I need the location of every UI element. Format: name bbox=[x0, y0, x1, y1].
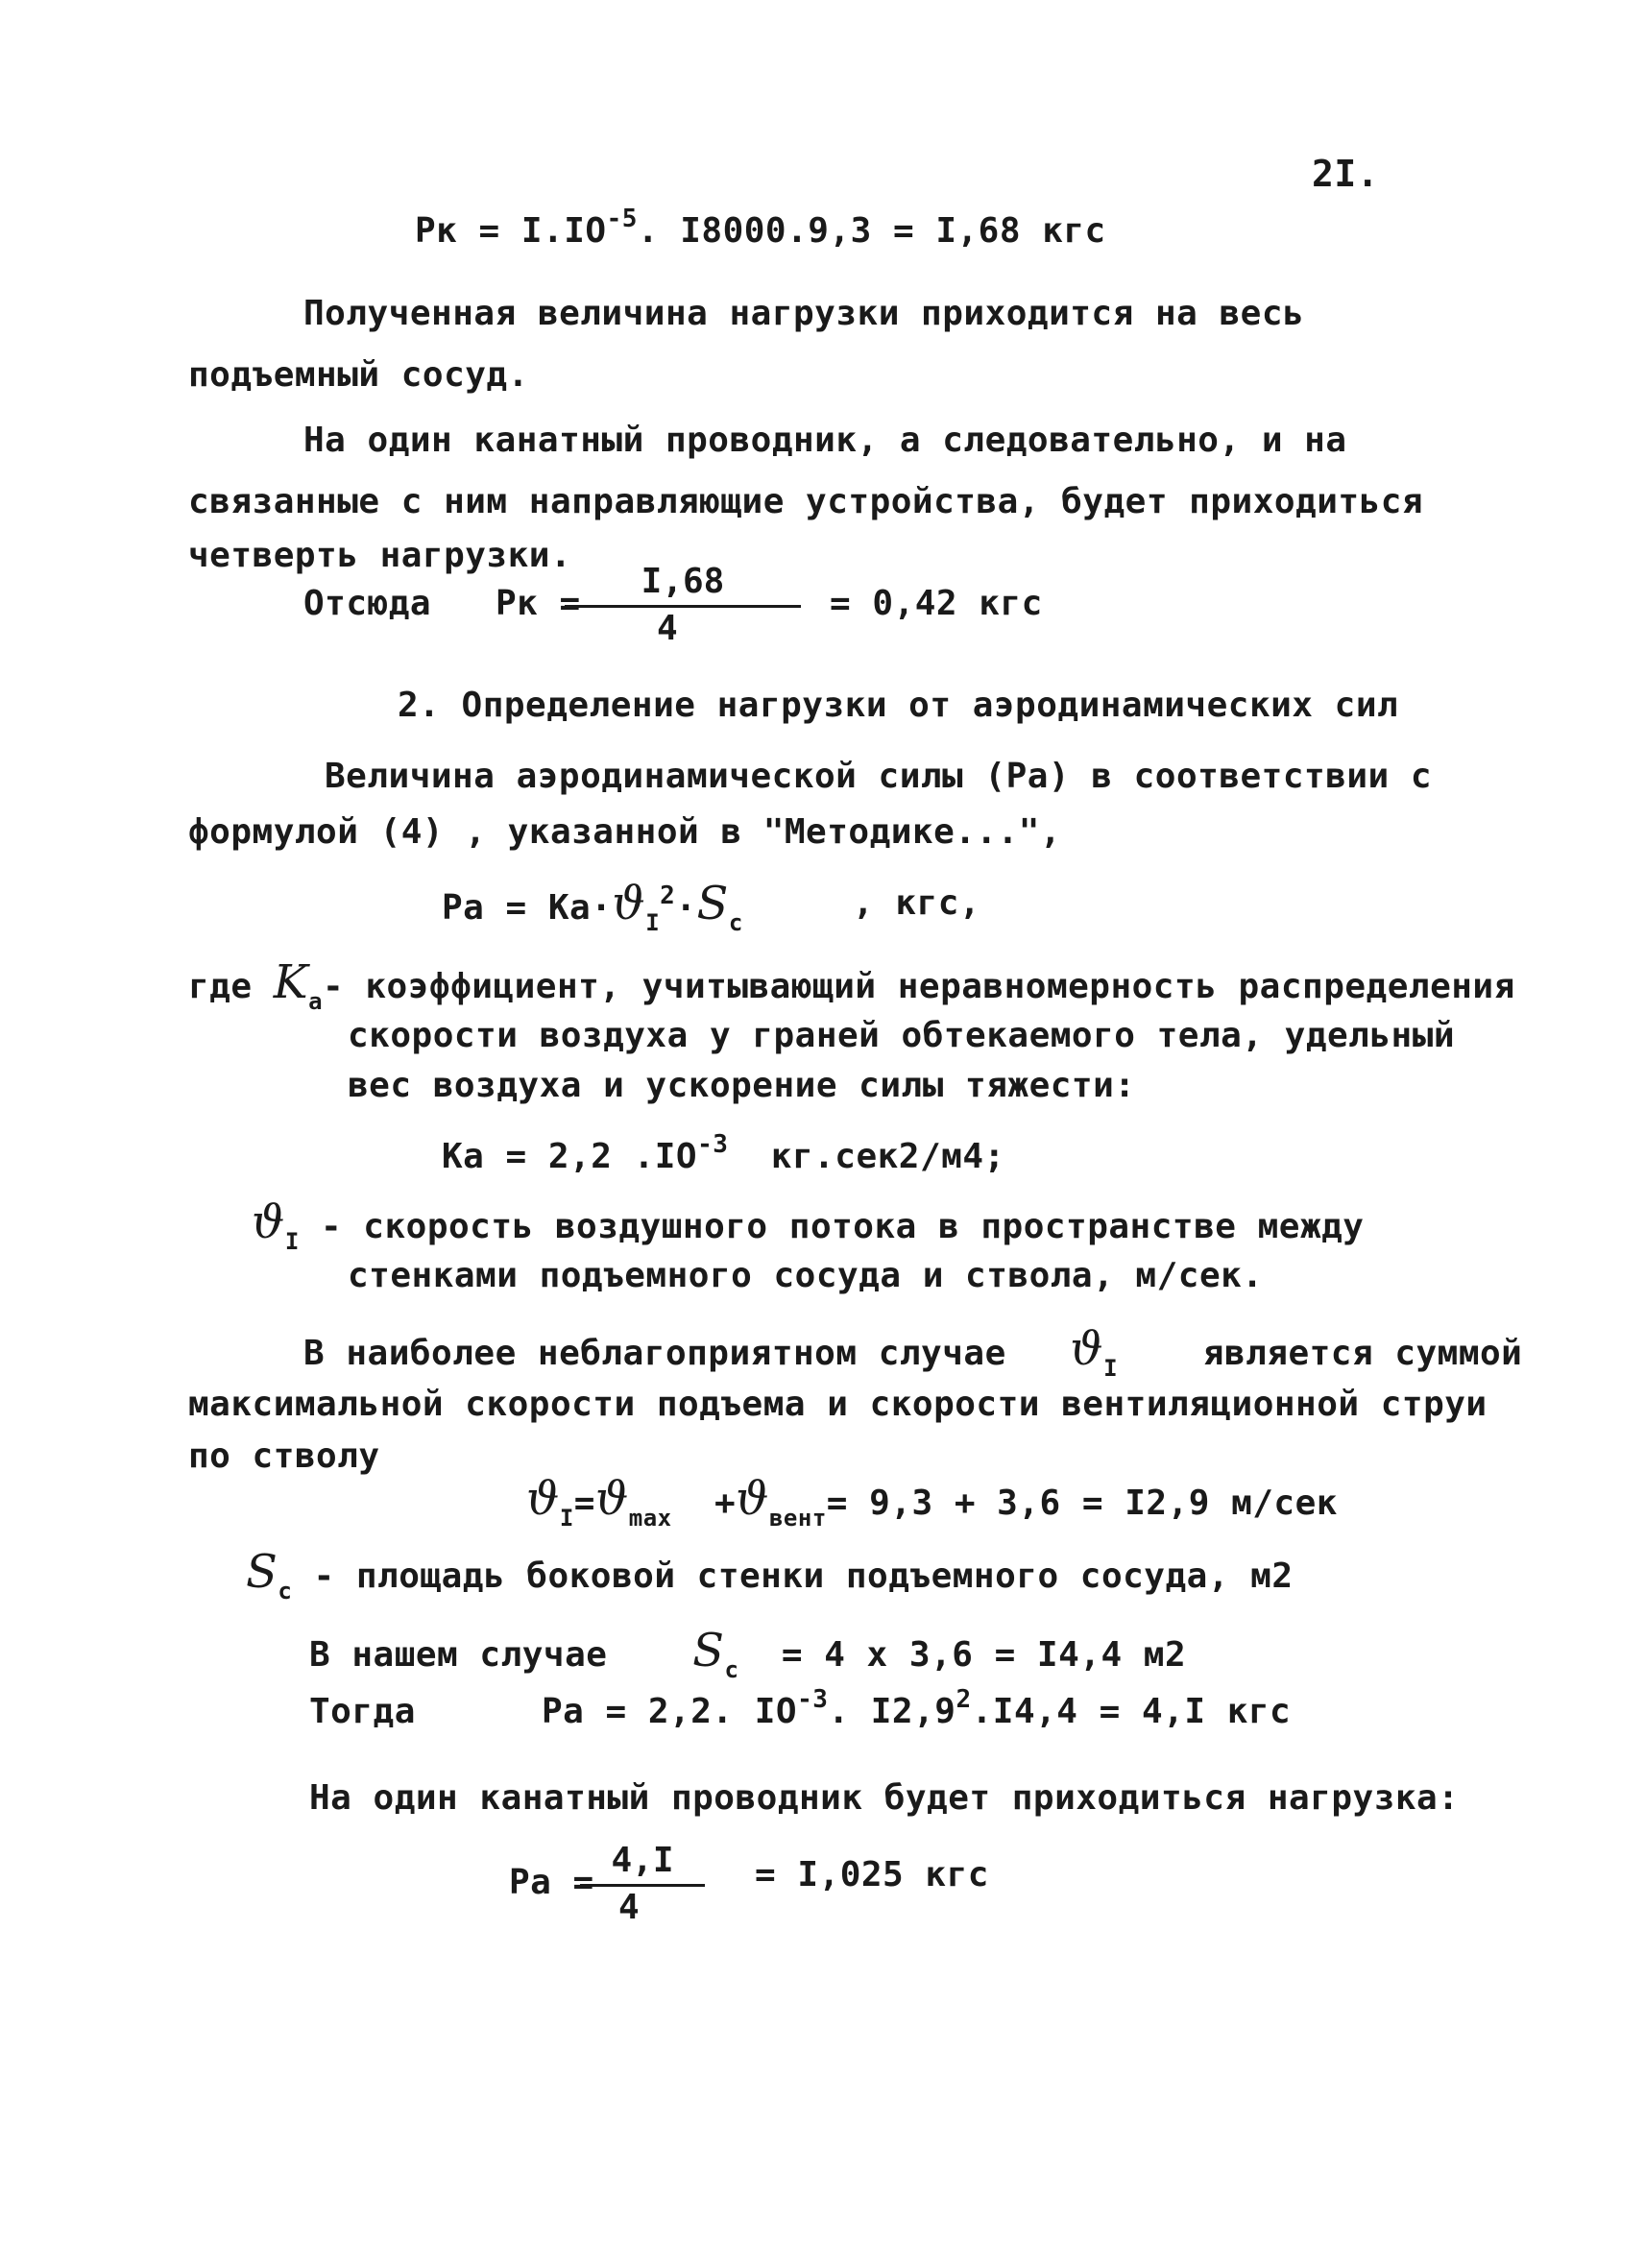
paragraph-line: стенками подъемного сосуда и ствола, м/сек. bbox=[348, 1256, 1264, 1295]
formula-pa bbox=[442, 877, 743, 936]
definition-text: - скорость воздушного потока в пространстве между bbox=[320, 1207, 1365, 1246]
formula-text: . I2,9 bbox=[828, 1692, 956, 1731]
area-symbol: S bbox=[692, 1624, 725, 1677]
formula-ka bbox=[442, 1130, 1005, 1179]
paragraph-line: На один канатный проводник будет приходиться нагрузка: bbox=[309, 1778, 1460, 1818]
formula-text: Ра = Ка· bbox=[442, 888, 613, 928]
page-number: 2I. bbox=[1312, 153, 1380, 195]
exponent: 2 bbox=[956, 1685, 972, 1714]
section-heading: 2. Определение нагрузки от аэродинамических сил bbox=[398, 686, 1399, 725]
coefficient-symbol: K bbox=[273, 955, 309, 1009]
formula-text: Ка = 2,2 .IO bbox=[442, 1137, 698, 1176]
formula-label: В нашем случае bbox=[309, 1635, 608, 1675]
formula-velocity-sum bbox=[526, 1472, 1338, 1532]
paragraph-line: четверть нагрузки. bbox=[188, 536, 572, 575]
formula-text: . I8000.9,3 = I,68 кгс bbox=[637, 211, 1106, 251]
formula-text: + bbox=[714, 1484, 737, 1523]
subscript: I bbox=[284, 1228, 300, 1255]
area-symbol: S bbox=[246, 1545, 278, 1599]
definition-velocity bbox=[252, 1195, 1365, 1255]
formula-text: , кгс, bbox=[853, 883, 981, 923]
paragraph-line-velocity bbox=[303, 1322, 1523, 1382]
paragraph-line: максимальной скорости подъема и скорости вентиляционной струи bbox=[188, 1385, 1488, 1424]
paragraph-text: В наиболее неблагоприятном случае bbox=[303, 1334, 1006, 1373]
formula-pa-result bbox=[542, 1685, 1292, 1734]
velocity-symbol: ϑ bbox=[1070, 1322, 1104, 1376]
area-symbol: S bbox=[696, 877, 729, 930]
formula-text: = 9,3 + 3,6 = I2,9 м/сек bbox=[826, 1484, 1338, 1523]
paragraph-line: формулой (4) , указанной в "Методике...", bbox=[188, 812, 1062, 852]
exponent: -5 bbox=[606, 205, 638, 233]
formula-text: Рк = I.IO bbox=[415, 211, 607, 251]
subscript: I bbox=[645, 909, 661, 936]
formula-label: Тогда bbox=[309, 1692, 416, 1731]
subscript: I bbox=[1103, 1355, 1119, 1382]
formula-text: = 4 х 3,6 = I4,4 м2 bbox=[781, 1635, 1187, 1675]
formula-text: = I,025 кгс bbox=[755, 1855, 989, 1894]
fraction-numerator: 4,I bbox=[580, 1840, 705, 1887]
velocity-symbol: ϑ bbox=[526, 1472, 560, 1526]
fraction-denominator: 4 bbox=[657, 609, 678, 648]
paragraph-line: подъемный сосуд. bbox=[188, 355, 529, 395]
definition-area bbox=[246, 1545, 1294, 1604]
formula-label: Отсюда bbox=[303, 584, 432, 623]
subscript: c bbox=[278, 1578, 293, 1604]
paragraph-line: вес воздуха и ускорение силы тяжести: bbox=[348, 1066, 1136, 1105]
subscript: c bbox=[728, 909, 743, 936]
exponent: -3 bbox=[797, 1685, 829, 1714]
subscript: c bbox=[724, 1656, 739, 1683]
formula-rk-total bbox=[415, 205, 1106, 253]
subscript: I bbox=[559, 1505, 574, 1532]
paragraph-line: скорости воздуха у граней обтекаемого тела, удельный bbox=[348, 1016, 1456, 1055]
subscript: max bbox=[628, 1505, 672, 1532]
paragraph-line: На один канатный проводник, а следовательно, и на bbox=[303, 421, 1347, 460]
exponent: 2 bbox=[660, 881, 676, 910]
paragraph-line: по стволу bbox=[188, 1436, 380, 1476]
fraction-numerator: I,68 bbox=[565, 561, 801, 608]
paragraph-line: Величина аэродинамической силы (Ра) в соответствии с bbox=[325, 757, 1433, 796]
paragraph-line: Полученная величина нагрузки приходится на весь bbox=[303, 294, 1305, 333]
formula-text: кг.сек2/м4; bbox=[770, 1137, 1005, 1176]
definition-text: - площадь боковой стенки подъемного сосуда, м2 bbox=[313, 1556, 1294, 1596]
formula-text: · bbox=[675, 888, 697, 928]
paragraph-line: связанные с ним направляющие устройства, будет приходиться bbox=[188, 482, 1424, 521]
formula-text: Ра = bbox=[509, 1863, 594, 1902]
fraction-pa bbox=[580, 1840, 705, 1929]
subscript: a bbox=[308, 988, 324, 1015]
fraction-rk bbox=[565, 561, 801, 650]
velocity-symbol: ϑ bbox=[736, 1472, 769, 1526]
subscript: вент bbox=[768, 1505, 827, 1532]
formula-text: Рк = bbox=[496, 584, 581, 623]
definition-ka bbox=[188, 955, 1515, 1015]
formula-text: = bbox=[573, 1484, 595, 1523]
paragraph-text: является суммой bbox=[1202, 1334, 1523, 1373]
formula-area bbox=[309, 1624, 1187, 1683]
velocity-symbol: ϑ bbox=[252, 1195, 285, 1249]
definition-label: где bbox=[188, 967, 253, 1006]
formula-text: = 0,42 кгс bbox=[830, 584, 1043, 623]
velocity-symbol: ϑ bbox=[612, 877, 646, 930]
velocity-symbol: ϑ bbox=[594, 1472, 629, 1526]
definition-text: - коэффициент, учитывающий неравномерность распределения bbox=[323, 967, 1515, 1006]
formula-text: Ра = 2,2. IO bbox=[542, 1692, 798, 1731]
exponent: -3 bbox=[697, 1130, 729, 1159]
fraction-denominator: 4 bbox=[618, 1888, 640, 1927]
formula-text: .I4,4 = 4,I кгс bbox=[971, 1692, 1292, 1731]
